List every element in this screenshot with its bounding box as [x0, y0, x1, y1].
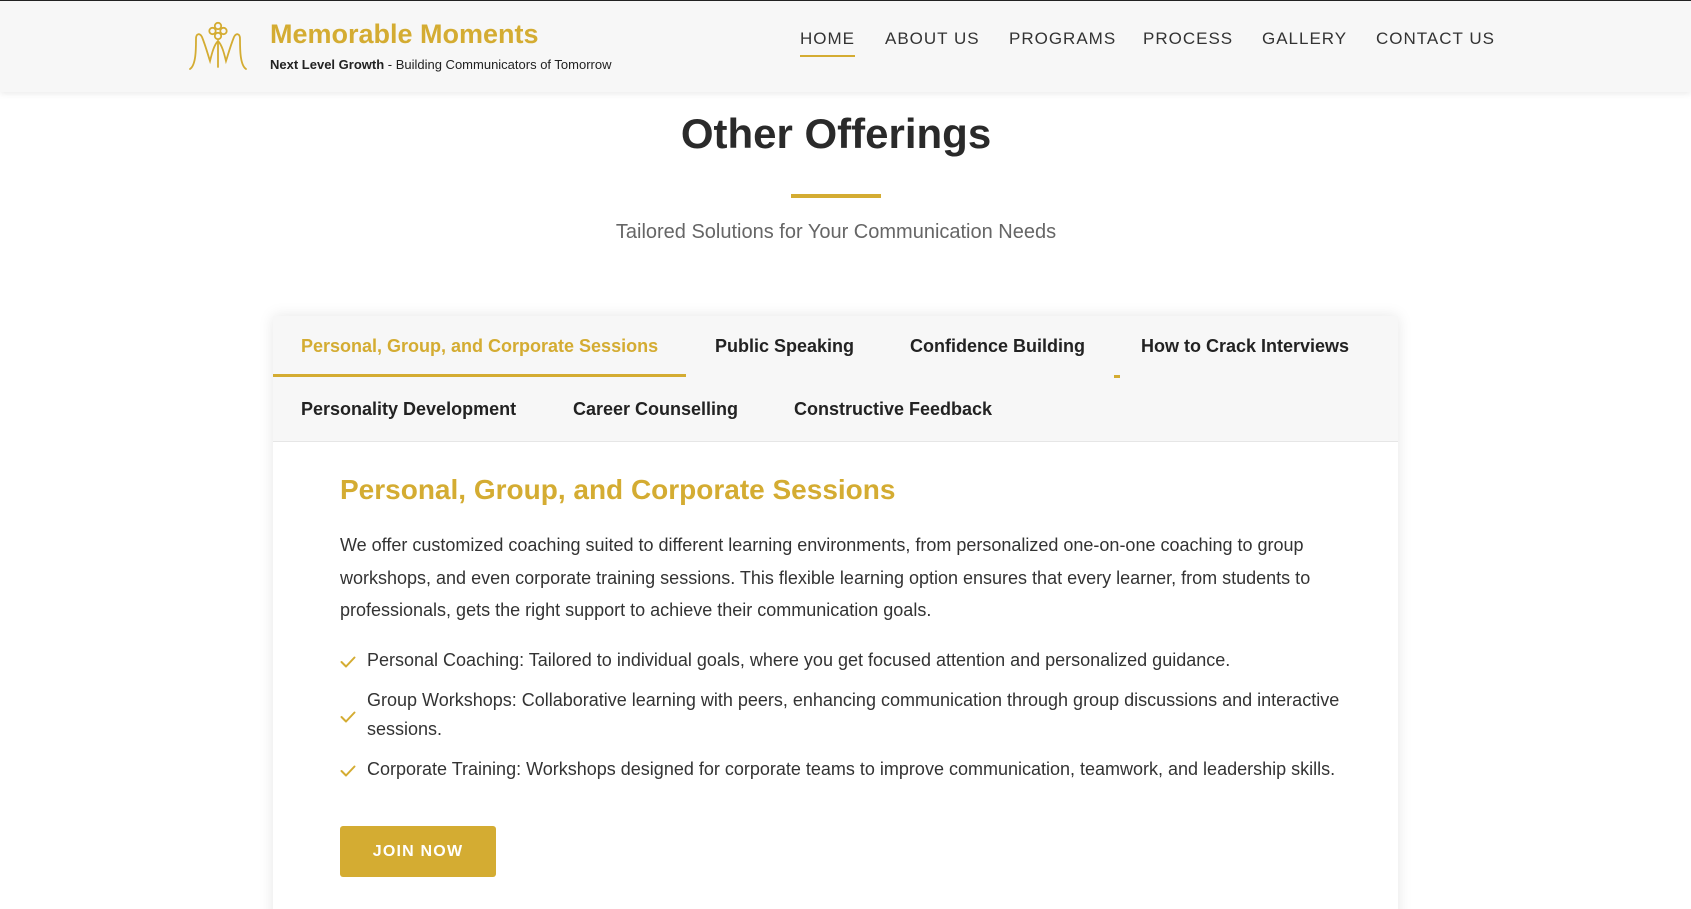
nav-home[interactable]: HOME: [800, 29, 855, 57]
nav-gallery[interactable]: GALLERY: [1262, 29, 1348, 48]
brand-name[interactable]: Memorable Moments: [270, 19, 539, 49]
offerings-tabs: [273, 316, 1398, 442]
tab-constructive-feedback[interactable]: Constructive Feedback: [794, 399, 993, 419]
main-nav: [0, 29, 1691, 59]
feature-text: Personal Coaching: Tailored to individual goals, where you get focused attention and personalized guidance.: [367, 650, 1231, 670]
check-icon: [340, 711, 356, 723]
tab-career-counselling[interactable]: Career Counselling: [573, 399, 739, 419]
nav-contact-us[interactable]: CONTACT US: [1376, 29, 1495, 48]
brand-tagline: [270, 57, 611, 72]
tab-personality-development[interactable]: Personality Development: [301, 399, 517, 419]
tagline-highlight: Next Level Growth: [270, 57, 385, 72]
check-icon: [340, 765, 356, 777]
join-now-button[interactable]: JOIN NOW: [340, 826, 496, 877]
tab-confidence-building[interactable]: Confidence Building: [910, 336, 1085, 356]
offerings-card: [273, 316, 1398, 909]
tab-hover-indicator: [1114, 375, 1120, 378]
tab-crack-interviews[interactable]: How to Crack Interviews: [1141, 336, 1350, 356]
nav-about-us[interactable]: ABOUT US: [885, 29, 980, 48]
section-subtitle: Tailored Solutions for Your Communication Needs: [615, 221, 1057, 243]
tagline-text: - Building Communicators of Tomorrow: [384, 57, 612, 72]
section-title: Other Offerings: [680, 110, 992, 157]
title-divider: [791, 194, 881, 198]
tab-personal-group-corporate[interactable]: Personal, Group, and Corporate Sessions: [301, 336, 659, 356]
nav-programs[interactable]: PROGRAMS: [1009, 29, 1117, 48]
content-title: Personal, Group, and Corporate Sessions: [340, 474, 896, 505]
feature-text: Group Workshops: Collaborative learning with peers, enhancing communication through group discussions and interactive sessions.: [367, 690, 1340, 739]
feature-text: Corporate Training: Workshops designed for corporate teams to improve communication, teamwork, and leadership skills.: [367, 759, 1336, 779]
site-header: [0, 0, 1691, 92]
tab-public-speaking[interactable]: Public Speaking: [715, 336, 855, 356]
content-description: We offer customized coaching suited to different learning environments, from personalized one-on-one coaching to group workshops, and even corporate training sessions. This flexible learning option ensures that every learner, from students to professionals, gets the right support to achieve their communication goals.: [340, 535, 1311, 620]
nav-process[interactable]: PROCESS: [1143, 29, 1234, 48]
active-tab-indicator: [273, 374, 686, 377]
check-icon: [340, 656, 356, 668]
